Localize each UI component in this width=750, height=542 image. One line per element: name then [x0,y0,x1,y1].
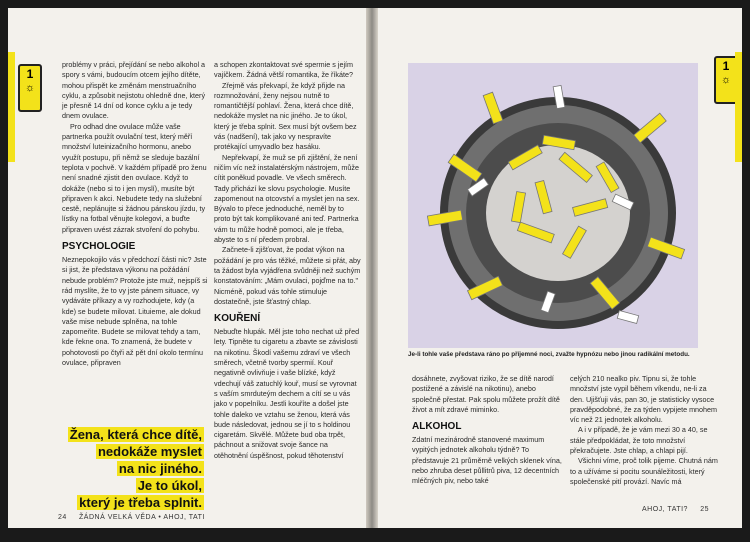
paragraph: Nebuďte hlupák. Měl jste toho nechat už před lety. Tipněte tu cigaretu a zbavte se závislosti na nikotinu. Škodí vašemu zdraví ve všech směrech, včetně tvorby spermií. Kouř negativně ovlivňuje i vaše blízké, když vdechují váš zatuchlý kouř, musí se vyrovnat s vaším smrduteým dechem a cítí se u vás jako v popelníku. Jestli kouříte a došel jste tohle daleko ve vztahu se ženou, která vás bude následovat, jednou se jí to s holdinou cigaretám. Skvělé. Můžete bud oba trpět, páchnout a snižovat svoje šance na otěhotnění úspěšnost, pokud těhotenství [214,327,360,460]
page-number: 25 [700,506,709,513]
paragraph: problémy v práci, přejídání se nebo alkohol a spory s vámi, budoucím otcem jejího dítěte, mohou přispět ke změnám menstruačního cyklu, a způsobit nejistotu ohledně dne, který je přesně 14 dní od konce cyklu a je tedy dnem ovulace. [62,60,206,121]
pull-quote-line: Žena, která chce dítě, [69,427,202,442]
paragraph: Zdatní mezinárodně stanovené maximum vypitých jednotek alkoholu týdně? To představuje 21 průměrně velkých sklenek vína, nebo zhruba deset půllitrů piva, 12 decentních mléčných piv, nebo také [412,435,562,486]
pull-quote-line: nedokáže myslet [97,444,202,459]
left-page [8,8,366,528]
illustration-caption: Je-li tohle vaše představa ráno po příjemné noci, zvažte hypnózu nebo jinou radikální metodu. [408,351,690,358]
ashtray-cigarettes-image [408,63,698,348]
paragraph: A i v případě, že je vám mezi 30 a 40, se stále předpokládat, že toto množství překračujete. Jste chlap, a chlapi pijí. [570,425,708,456]
right-column-2 [570,374,720,487]
paragraph: Pro odhad dne ovulace může vaše partnerka použít ovulační test, který měří množství luteinizačního hormonu, anebo využít postupu, při němž se sleduje bazální teplota v pochvě. V každém případě pro ženu není snadné zjistit den ovulace. Když to dokáže (nebo si to i jen myslí), musíte být připraven k akci. Nebudete tedy na služební cestě, neplánujte si žádnou pánskou jízdu, ty lístky na fotbal věnujte kolegovi, a buďte připraven uvést zázrak stvoření do pohybu. [62,121,207,234]
section-heading-smoking: KOUŘENÍ [214,313,261,325]
yellow-edge [8,52,15,162]
chapter-number: 1 [26,67,34,81]
pull-quote-line: na nic jiného. [118,461,202,476]
paragraph: Všichni víme, proč tolik pijeme. Chutná nám to a užíváme si pocitu sounáležitosti, který společenské pití provází. Navíc má [570,456,718,486]
right-column-1 [412,374,562,487]
paragraph: celých 210 nealko piv. Tipnu si, že tohle množství jste vypil během víkendu, ne-li za den. Ujišťuji vás, pan 30, je statisticky vysoce pravděpodobné, že za týden vypijete mnohem víc než 21 jednotek alkoholu. [570,374,718,425]
yellow-edge [735,52,742,162]
chapter-tab-left [18,64,42,112]
chapter-number: 1 [722,59,730,73]
running-footer: AHOJ, TATI? [642,506,688,513]
pull-quote-line: který je třeba splnit. [79,495,202,510]
paragraph: Začnete-li zjišťovat, že podat výkon na požádání je pro vás těžké, můžete si přát, aby ta žádost byla vyjádřena svůdněji než suchým konstatováním: „Mám ovulaci, pojďme na to." Nicméně, pokud vás tohle stimuluje dostatečně, jste šťastný chlap. [214,245,361,306]
section-heading-psychology: PSYCHOLOGIE [62,241,136,253]
section-heading-alcohol: ALKOHOL [412,421,462,433]
ashtray-illustration [408,63,698,348]
left-column-1 [62,60,208,368]
folio-right [642,506,709,513]
paragraph: Nepřekvapí, že muž se při zjištění, že není ničím víc než instalatérským nástrojem, může cítit poněkud povadle. Ve všech směrech. Tady přichází ke slovu psychologie. Musíte zapomenout na otcovství a myslet jen na sex. Bývalo to přece jednoduché, neměl by to proto být tak komplikované ani teď. Partnerka vám tu může hodně pomoci, ale je třeba, abyste to s ní předem probral. [214,152,360,245]
right-page [378,8,742,528]
paragraph: a schopen zkontaktovat své spermie s jejím vajíčkem. Žádná větší romantika, že říkáte? [214,60,354,80]
paragraph: Zřejmě vás překvapí, že když přijde na rozmnožování, ženy nejsou nutně to romantičtější pohlaví. Žena, která chce dítě, nedokáže myslet na nic jiného. Je to úkol, který je třeba splnit. Sex musí být ovšem bez vás (nadšení), tak jako vy nespravíte protékající umyvadlo bez hasáku. [214,80,357,152]
paragraph: Neznepokojilo vás v předchozí části nic? Jste si jist, že představa výkonu na požádání nebude problém? Protože jste muž, nejspíš si rád myslíte, že to vy jste pánem situace, vy vydáváte příkazy a vy rozhodujete, kdy (a kde) se budete milovat. Lituieme, ale dokud vaše mise nebude splněna, na tohle zapomeňte. Budete se milovat tehdy a tam, kde řekne ona. To znamená, že budete v pohotovosti po čtyři až pět dní okolo termínu ovulace, připraven [62,255,208,368]
folio-left [58,514,205,521]
book-spine [366,8,378,528]
running-figure-icon: ☼ [24,82,36,94]
page-number: 24 [58,514,67,521]
left-column-2 [214,60,362,461]
running-footer: ŽÁDNÁ VELKÁ VĚDA • AHOJ, TATI [79,514,205,521]
pull-quote-line: Je to úkol, [137,478,202,493]
paragraph: dosáhnete, zvyšovat riziko, že se dítě narodí postižené a závislé na nikotinu), anebo společně přestat. Pak spolu můžete prožít dítě život a mít zdravé miminko. [412,374,560,414]
running-figure-icon: ☼ [720,74,732,86]
pull-quote [64,426,204,511]
